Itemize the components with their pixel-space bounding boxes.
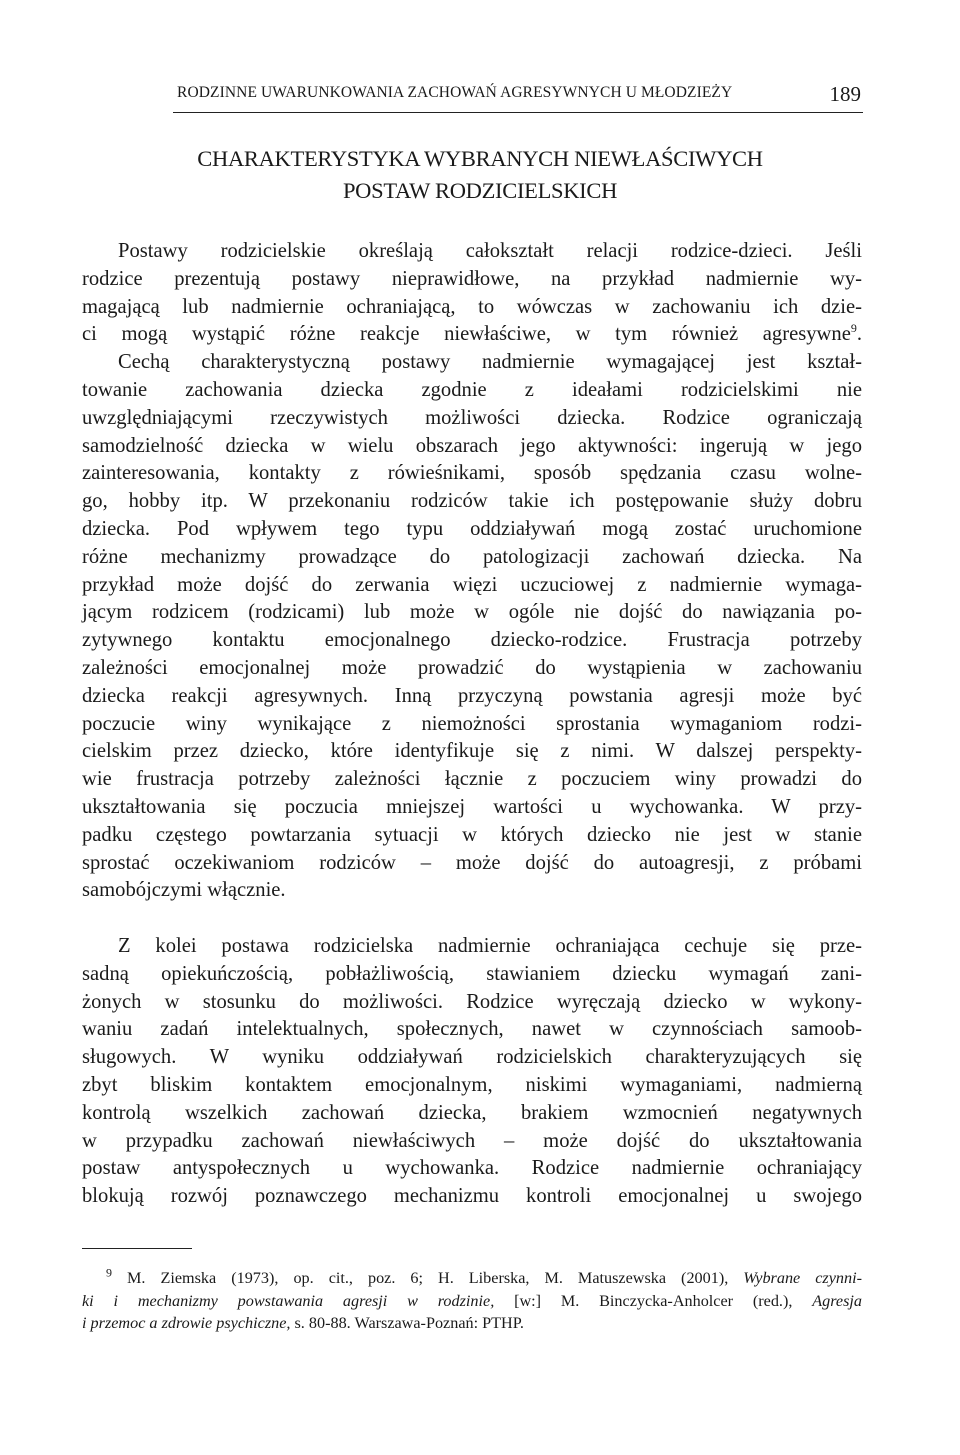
text-line: zależności emocjonalnej może prowadzić do wystąpienia w zachowaniu xyxy=(82,656,862,679)
footnote-reference: 9 xyxy=(850,321,857,336)
text-line-with-footnote xyxy=(82,321,862,349)
text-line: waniu zadań intelektualnych, społecznych, nawet w czynnościach samoob- xyxy=(82,1018,862,1041)
text-line: w przypadku zachowań niewłaściwych – może dojść do ukształtowania xyxy=(82,1129,862,1152)
text-line: Cechą charakterystyczną postawy nadmiernie wymagającej jest kształ- xyxy=(118,351,862,374)
footnote-number: 9 xyxy=(106,1265,112,1280)
text-line: magającą lub nadmiernie ochraniającą, to wówczas w zachowaniu ich dzie- xyxy=(82,295,862,318)
footnote xyxy=(82,1267,862,1335)
text-line: różne mechanizmy prowadzące do patologizacji zachowań dziecka. Na xyxy=(82,545,862,568)
text-line: samobójczymi włącznie. xyxy=(82,879,286,902)
footnote-text: [w:] M. Binczycka-Anholcer (red.), xyxy=(494,1291,813,1310)
text-line: dziecka reakcji agresywnych. Inną przyczyną powstania agresji może być xyxy=(82,684,862,707)
section-title-line-2: POSTAW RODZICIELSKICH xyxy=(342,178,618,203)
footnote-rule xyxy=(82,1248,192,1249)
footnote-line xyxy=(82,1312,862,1335)
text-line: dziecka. Pod wpływem tego typu oddziaływań mogą zostać uruchomione xyxy=(82,517,862,540)
page-number: 189 xyxy=(829,82,861,106)
text-line: uwzględniającymi rzeczywistych możliwości dziecka. Rodzice ograniczają xyxy=(82,406,862,429)
text-line: go, hobby itp. W przekonaniu rodziców takie ich postępowanie służy dobru xyxy=(82,490,862,513)
text-line: poczucie winy wynikające z niemożności sprostania wymaganiom rodzi- xyxy=(82,712,862,735)
footnote-title: Agresja xyxy=(812,1291,863,1310)
text-line: jącym rodzicem (rodzicami) lub może w ogóle nie dojść do nawiązania po- xyxy=(82,601,862,624)
footnote-text: M. Ziemska (1973), op. cit., poz. 6; H. Liberska, M. Matuszewska (2001), xyxy=(112,1269,744,1287)
footnote-text: s. 80-88. Warszawa-Poznań: PTHP. xyxy=(290,1314,524,1333)
text-line: blokują rozwój poznawczego mechanizmu kontroli emocjonalnej u swojego xyxy=(82,1185,862,1208)
text-line: kontrolą wszelkich zachowań dziecka, brakiem wzmocnień negatywnych xyxy=(82,1101,862,1124)
text-line: zbyt bliskim kontaktem emocjonalnym, niskimi wymaganiami, nadmierną xyxy=(82,1073,862,1096)
text-line: ukształtowania się poczucia mniejszej wartości u wychowanka. W przy- xyxy=(82,795,862,818)
text-line: Postawy rodzicielskie określają całokształt relacji rodzice-dzieci. Jeśli xyxy=(118,240,862,262)
footnote-title: ki i mechanizmy powstawania agresji w rodzinie, xyxy=(82,1291,495,1310)
text-line: cielskim przez dziecko, które identyfikuje się z nimi. W dalszej perspekty- xyxy=(82,740,862,763)
text-line: towanie zachowania dziecka zgodnie z ideałami rodzicielskimi nie xyxy=(82,378,862,401)
text-line: sprostać oczekiwaniom rodziców – może dojść do autoagresji, z próbami xyxy=(82,851,862,874)
section-title xyxy=(100,143,860,207)
footnote-line xyxy=(82,1290,862,1313)
footnote-title: Wybrane czynni- xyxy=(743,1269,862,1287)
text-line: przykład może dojść do zerwania więzi uczuciowej z nadmiernie wymaga- xyxy=(82,573,862,596)
text-line: wie frustracja potrzeby zależności łącznie z poczuciem winy prowadzi do xyxy=(82,768,862,791)
running-header xyxy=(173,78,863,113)
text-line: zytywnego kontaktu emocjonalnego dziecko-rodzice. Frustracja potrzeby xyxy=(82,629,862,652)
paragraph-2 xyxy=(82,933,862,1211)
running-title: RODZINNE UWARUNKOWANIA ZACHOWAŃ AGRESYWNYCH U MŁODZIEŻY xyxy=(177,84,733,101)
sentence-end: . xyxy=(856,323,862,346)
text-line: Z kolei postawa rodzicielska nadmiernie ochraniająca cechuje się prze- xyxy=(118,935,862,957)
text-line: rodzice prezentują postawy nieprawidłowe, na przykład nadmiernie wy- xyxy=(82,267,862,290)
text-line: sługowych. W wyniku oddziaływań rodzicielskich charakteryzujących się xyxy=(82,1046,862,1069)
paragraph-1 xyxy=(82,238,862,905)
footnote-line xyxy=(82,1267,862,1290)
text-line: zainteresowania, kontakty z rówieśnikami, sposób spędzania czasu wolne- xyxy=(82,462,862,485)
text-line-content: ci mogą wystąpić różne reakcje niewłaściwe, w tym również agresywne xyxy=(82,323,851,346)
text-line: żonych w stosunku do możliwości. Rodzice wyręczają dziecko w wykony- xyxy=(82,990,862,1013)
text-line: samodzielność dziecka w wielu obszarach jego aktywności: ingerują w jego xyxy=(82,434,862,457)
text-line: sadną opiekuńczością, pobłażliwością, stawianiem dziecku wymagań zani- xyxy=(82,962,862,985)
section-title-line-1: CHARAKTERYSTYKA WYBRANYCH NIEWŁAŚCIWYCH xyxy=(197,146,763,171)
footnote-title: i przemoc a zdrowie psychiczne, xyxy=(82,1314,291,1333)
text-line: padku częstego powtarzania sytuacji w których dziecko nie jest w stanie xyxy=(82,823,862,846)
text-line: postaw antyspołecznych u wychowanka. Rodzice nadmiernie ochraniający xyxy=(82,1157,862,1180)
